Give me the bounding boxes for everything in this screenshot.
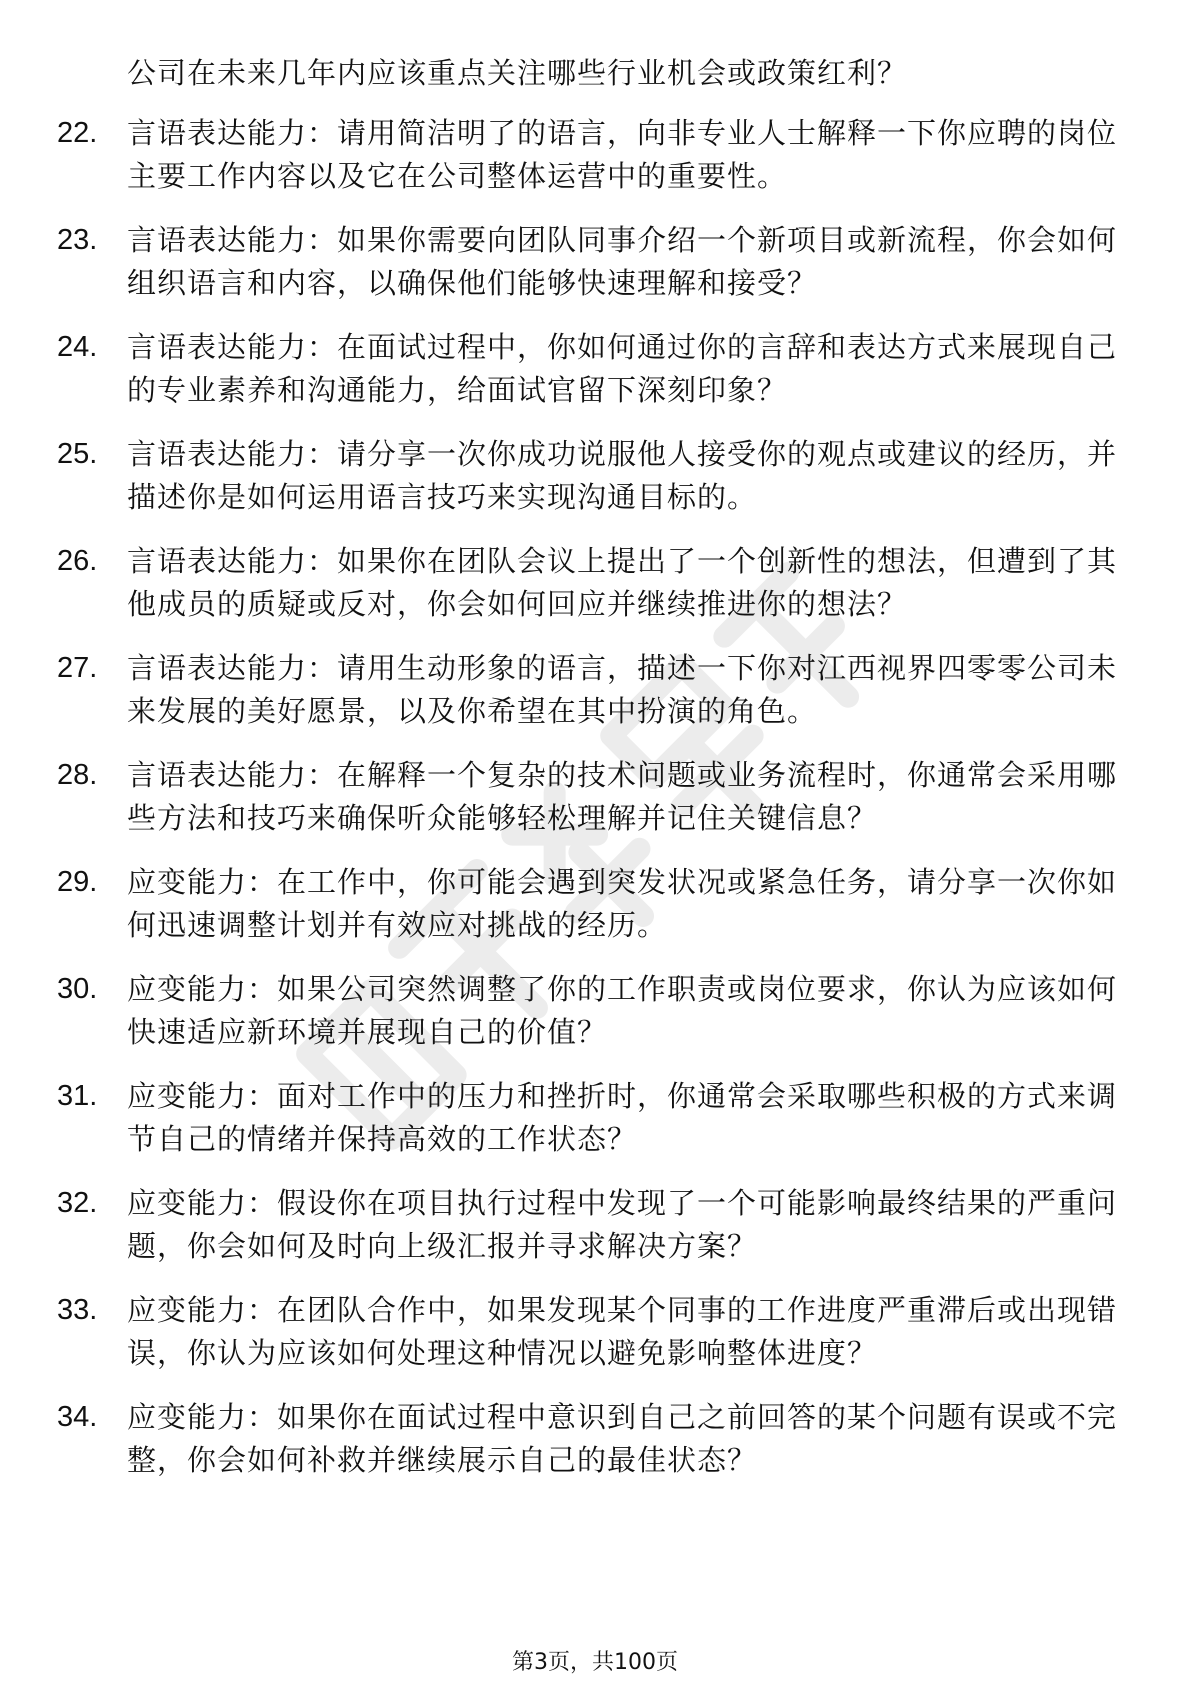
question-number: 32.	[57, 1187, 98, 1219]
question-number: 27.	[57, 652, 98, 684]
question-number: 31.	[57, 1080, 98, 1112]
question-number: 33.	[57, 1294, 98, 1326]
question-item	[0, 540, 1190, 626]
question-text: 言语表达能力：在解释一个复杂的技术问题或业务流程时，你通常会采用哪些方法和技巧来确保听众能够轻松理解并记住关键信息？	[127, 758, 1118, 835]
question-text: 应变能力：在工作中，你可能会遇到突发状况或紧急任务，请分享一次你如何迅速调整计划并有效应对挑战的经历。	[127, 865, 1118, 942]
question-text: 言语表达能力：请分享一次你成功说服他人接受你的观点或建议的经历，并描述你是如何运用语言技巧来实现沟通目标的。	[127, 437, 1118, 514]
question-item	[0, 1182, 1190, 1268]
question-text: 应变能力：如果公司突然调整了你的工作职责或岗位要求，你认为应该如何快速适应新环境并展现自己的价值？	[127, 972, 1118, 1049]
lead-line: 公司在未来几年内应该重点关注哪些行业机会或政策红利？	[127, 56, 908, 90]
question-number: 23.	[57, 224, 98, 256]
question-item	[0, 326, 1190, 412]
question-item	[0, 112, 1190, 198]
question-item	[0, 968, 1190, 1054]
question-number: 30.	[57, 973, 98, 1005]
question-text: 言语表达能力：如果你在团队会议上提出了一个创新性的想法，但遭到了其他成员的质疑或反对，你会如何回应并继续推进你的想法？	[127, 544, 1118, 621]
question-text: 应变能力：如果你在面试过程中意识到自己之前回答的某个问题有误或不完整，你会如何补救并继续展示自己的最佳状态？	[127, 1400, 1118, 1477]
question-item	[0, 754, 1190, 840]
question-item	[0, 433, 1190, 519]
question-text: 言语表达能力：在面试过程中，你如何通过你的言辞和表达方式来展现自己的专业素养和沟通能力，给面试官留下深刻印象？	[127, 330, 1118, 407]
question-number: 28.	[57, 759, 98, 791]
question-text: 言语表达能力：请用生动形象的语言，描述一下你对江西视界四零零公司未来发展的美好愿景，以及你希望在其中扮演的角色。	[127, 651, 1118, 728]
question-item	[0, 1289, 1190, 1375]
page-footer: 第3页，共100页	[512, 1650, 678, 1675]
question-text: 应变能力：面对工作中的压力和挫折时，你通常会采取哪些积极的方式来调节自己的情绪并保持高效的工作状态？	[127, 1079, 1118, 1156]
question-number: 29.	[57, 866, 98, 898]
question-item	[0, 1396, 1190, 1482]
question-item	[0, 1075, 1190, 1161]
question-number: 34.	[57, 1401, 98, 1433]
question-text: 言语表达能力：请用简洁明了的语言，向非专业人士解释一下你应聘的岗位主要工作内容以及它在公司整体运营中的重要性。	[127, 116, 1118, 193]
question-item	[0, 647, 1190, 733]
question-text: 应变能力：假设你在项目执行过程中发现了一个可能影响最终结果的严重问题，你会如何及时向上级汇报并寻求解决方案？	[127, 1186, 1118, 1263]
question-number: 22.	[57, 117, 98, 149]
question-item	[0, 219, 1190, 305]
question-number: 26.	[57, 545, 98, 577]
question-item	[0, 861, 1190, 947]
question-number: 25.	[57, 438, 98, 470]
question-list	[0, 112, 1190, 1503]
question-number: 24.	[57, 331, 98, 363]
question-text: 言语表达能力：如果你需要向团队同事介绍一个新项目或新流程，你会如何组织语言和内容，以确保他们能够快速理解和接受？	[127, 223, 1118, 300]
question-text: 应变能力：在团队合作中，如果发现某个同事的工作进度严重滞后或出现错误，你认为应该如何处理这种情况以避免影响整体进度？	[127, 1293, 1118, 1370]
